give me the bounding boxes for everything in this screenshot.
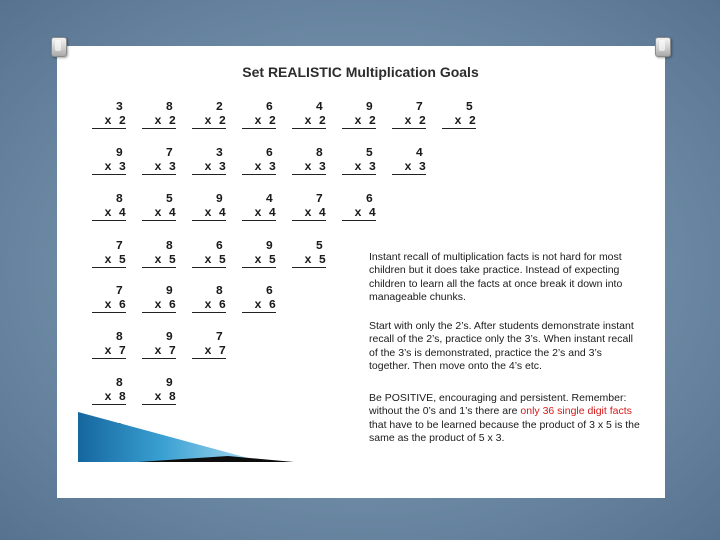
problem-multiplier: x 4 bbox=[292, 206, 326, 221]
multiplication-problem bbox=[142, 146, 176, 175]
multiplication-problem bbox=[392, 100, 426, 129]
multiplication-problem bbox=[242, 146, 276, 175]
problem-multiplier: x 4 bbox=[242, 206, 276, 221]
multiplication-problem bbox=[142, 192, 176, 221]
problem-top-number: 6 bbox=[265, 284, 273, 298]
problem-top-number: 7 bbox=[315, 192, 323, 206]
problem-multiplier: x 2 bbox=[242, 114, 276, 129]
pin-top-left-icon bbox=[51, 37, 67, 57]
multiplication-problem bbox=[292, 239, 326, 268]
problem-multiplier: x 3 bbox=[292, 160, 326, 175]
problem-multiplier: x 3 bbox=[92, 160, 126, 175]
multiplication-problem bbox=[392, 146, 426, 175]
paragraph-intro: Instant recall of multiplication facts is not hard for most children but it does take practice. Instead of expecting children to learn all the facts at once break it down into manageable chunks. bbox=[369, 251, 623, 303]
multiplication-problem bbox=[242, 239, 276, 268]
worksheet-image bbox=[78, 56, 643, 462]
multiplication-problem bbox=[192, 239, 226, 268]
multiplication-problem bbox=[242, 284, 276, 313]
problem-top-number: 3 bbox=[115, 100, 123, 114]
problem-multiplier: x 2 bbox=[292, 114, 326, 129]
problem-top-number: 8 bbox=[165, 239, 173, 253]
problem-multiplier: x 4 bbox=[192, 206, 226, 221]
problem-top-number: 8 bbox=[115, 330, 123, 344]
problem-multiplier: x 2 bbox=[142, 114, 176, 129]
multiplication-problem bbox=[292, 192, 326, 221]
problem-top-number: 6 bbox=[215, 239, 223, 253]
problem-multiplier: x 2 bbox=[342, 114, 376, 129]
problem-top-number: 9 bbox=[165, 284, 173, 298]
multiplication-problem bbox=[142, 330, 176, 359]
problem-top-number: 9 bbox=[265, 239, 273, 253]
paragraph-positive-text-a: Be POSITIVE, encouraging and persistent. Remember: without the 0’s and 1’s there are bbox=[369, 392, 627, 418]
problem-top-number: 2 bbox=[215, 100, 223, 114]
problem-top-number: 9 bbox=[165, 330, 173, 344]
problem-multiplier: x 2 bbox=[92, 114, 126, 129]
problem-top-number: 5 bbox=[465, 100, 473, 114]
problem-top-number: 7 bbox=[215, 330, 223, 344]
problem-top-number: 8 bbox=[315, 146, 323, 160]
problem-multiplier: x 5 bbox=[242, 253, 276, 268]
problem-top-number: 4 bbox=[315, 100, 323, 114]
problem-multiplier: x 2 bbox=[392, 114, 426, 129]
multiplication-problem bbox=[242, 192, 276, 221]
problem-top-number: 6 bbox=[365, 192, 373, 206]
problem-top-number: 7 bbox=[115, 239, 123, 253]
problem-top-number: 9 bbox=[115, 146, 123, 160]
problem-multiplier: x 7 bbox=[142, 344, 176, 359]
problem-multiplier: x 3 bbox=[392, 160, 426, 175]
problem-top-number: 7 bbox=[165, 146, 173, 160]
problem-multiplier: x 4 bbox=[142, 206, 176, 221]
highlight-36-facts: only 36 single digit facts bbox=[520, 405, 632, 418]
multiplication-problem bbox=[142, 376, 176, 405]
problem-top-number: 9 bbox=[165, 376, 173, 390]
problem-multiplier: x 6 bbox=[242, 298, 276, 313]
problem-multiplier: x 5 bbox=[192, 253, 226, 268]
problem-top-number: 6 bbox=[265, 100, 273, 114]
problem-top-number: 4 bbox=[415, 146, 423, 160]
worksheet-title: Set REALISTIC Multiplication Goals bbox=[242, 64, 479, 80]
multiplication-problem bbox=[142, 100, 176, 129]
paragraph-steps: Start with only the 2’s. After students demonstrate instant recall of the 2’s, practice only the 3’s. When instant recall of the 3’s is demonstrated, practice the 2’s and 3’s together. Then move onto the 4’s etc. bbox=[369, 320, 634, 372]
decorative-blue-wedge bbox=[78, 406, 338, 462]
problem-top-number: 8 bbox=[115, 376, 123, 390]
problem-top-number: 6 bbox=[265, 146, 273, 160]
problem-top-number: 9 bbox=[365, 100, 373, 114]
multiplication-problem bbox=[92, 284, 126, 313]
multiplication-problem bbox=[92, 239, 126, 268]
problem-multiplier: x 5 bbox=[142, 253, 176, 268]
paragraph-positive-text-b: that have to be learned because the product of 3 x 5 is the same as the product of 5 x 3. bbox=[369, 418, 640, 444]
problem-multiplier: x 2 bbox=[442, 114, 476, 129]
problem-multiplier: x 3 bbox=[192, 160, 226, 175]
problem-top-number: 4 bbox=[265, 192, 273, 206]
problem-multiplier: x 8 bbox=[142, 390, 176, 405]
multiplication-problem bbox=[192, 100, 226, 129]
problem-multiplier: x 3 bbox=[142, 160, 176, 175]
problem-top-number: 3 bbox=[215, 146, 223, 160]
problem-multiplier: x 5 bbox=[292, 253, 326, 268]
multiplication-problem bbox=[342, 100, 376, 129]
multiplication-problem bbox=[92, 100, 126, 129]
problem-top-number: 5 bbox=[165, 192, 173, 206]
multiplication-problem bbox=[342, 146, 376, 175]
multiplication-problem bbox=[442, 100, 476, 129]
multiplication-problem bbox=[192, 284, 226, 313]
problem-multiplier: x 7 bbox=[192, 344, 226, 359]
multiplication-problem bbox=[92, 192, 126, 221]
problem-top-number: 5 bbox=[365, 146, 373, 160]
problem-multiplier: x 2 bbox=[192, 114, 226, 129]
problem-multiplier: x 3 bbox=[342, 160, 376, 175]
problem-multiplier: x 5 bbox=[92, 253, 126, 268]
multiplication-problem bbox=[142, 239, 176, 268]
multiplication-problem bbox=[142, 284, 176, 313]
pin-top-right-icon bbox=[655, 37, 671, 57]
problem-top-number: 7 bbox=[115, 284, 123, 298]
multiplication-problem bbox=[92, 146, 126, 175]
problem-multiplier: x 6 bbox=[192, 298, 226, 313]
multiplication-problem bbox=[292, 100, 326, 129]
problem-multiplier: x 4 bbox=[92, 206, 126, 221]
problem-top-number: 8 bbox=[215, 284, 223, 298]
problem-multiplier: x 7 bbox=[92, 344, 126, 359]
multiplication-problem bbox=[192, 192, 226, 221]
problem-multiplier: x 6 bbox=[92, 298, 126, 313]
problem-top-number: 7 bbox=[415, 100, 423, 114]
multiplication-problem bbox=[92, 376, 126, 405]
problem-multiplier: x 4 bbox=[342, 206, 376, 221]
problem-multiplier: x 8 bbox=[92, 390, 126, 405]
multiplication-problem bbox=[242, 100, 276, 129]
problem-top-number: 8 bbox=[165, 100, 173, 114]
problem-multiplier: x 3 bbox=[242, 160, 276, 175]
problem-multiplier: x 6 bbox=[142, 298, 176, 313]
multiplication-problem bbox=[292, 146, 326, 175]
multiplication-problem bbox=[192, 330, 226, 359]
multiplication-problem bbox=[342, 192, 376, 221]
problem-top-number: 8 bbox=[115, 192, 123, 206]
multiplication-problem bbox=[92, 330, 126, 359]
problem-top-number: 5 bbox=[315, 239, 323, 253]
paragraph-positive bbox=[369, 392, 643, 445]
problem-top-number: 9 bbox=[215, 192, 223, 206]
multiplication-problem bbox=[192, 146, 226, 175]
